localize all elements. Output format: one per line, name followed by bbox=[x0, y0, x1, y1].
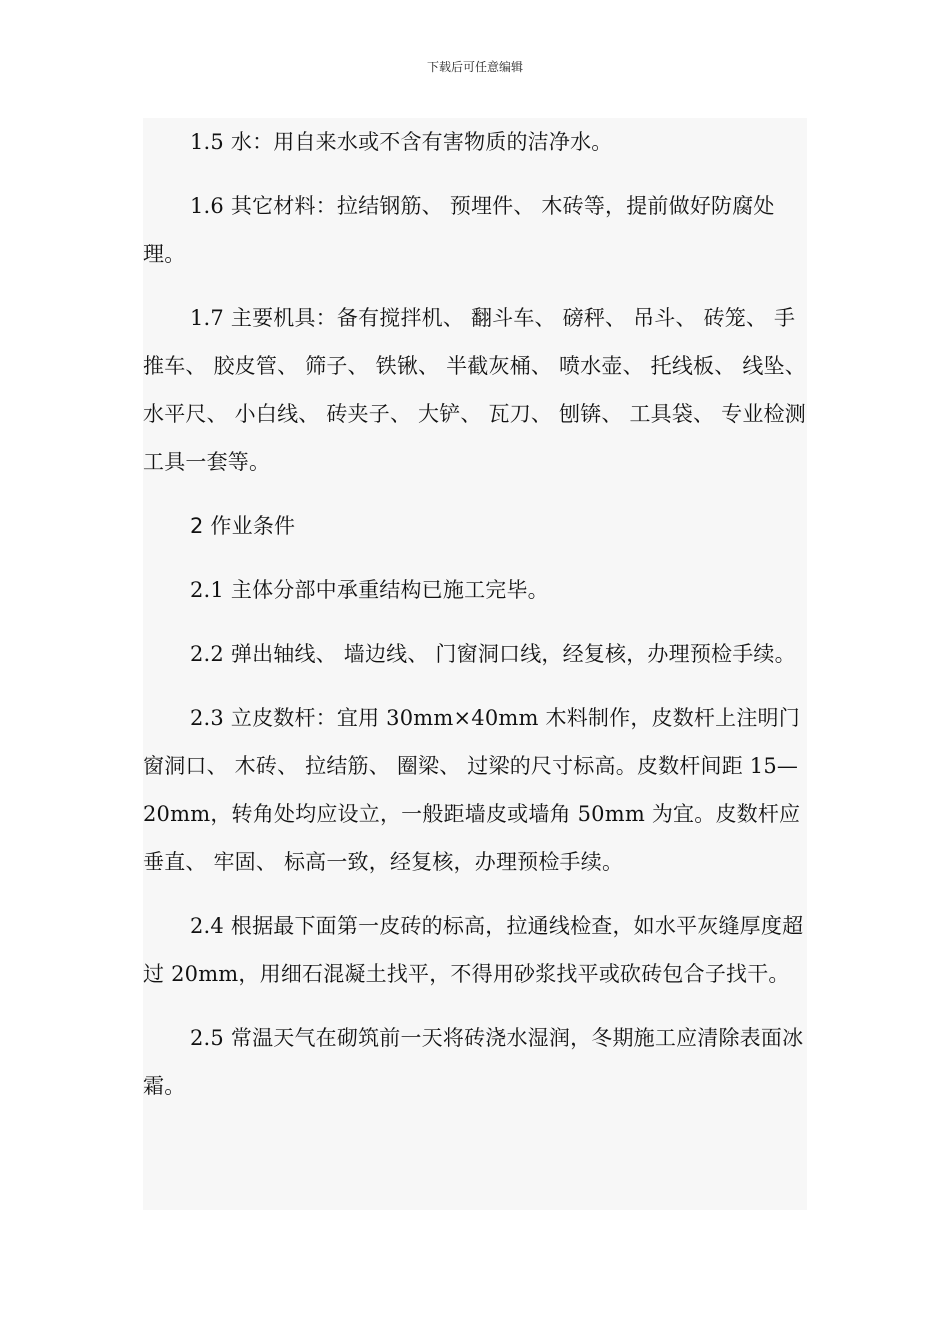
paragraph-2-4: 2.4 根据最下面第一皮砖的标高，拉通线检查，如水平灰缝厚度超过 20mm，用细石混凝土找平，不得用砂浆找平或砍砖包合子找干。 bbox=[143, 914, 804, 986]
paragraph-2-2: 2.2 弹出轴线、 墙边线、 门窗洞口线，经复核，办理预检手续。 bbox=[190, 642, 796, 666]
page-header-note: 下载后可任意编辑 bbox=[426, 60, 523, 74]
paragraph-1-5-water: 1.5 水：用自来水或不含有害物质的洁净水。 bbox=[190, 130, 613, 154]
paragraph-1-6-other-materials: 1.6 其它材料：拉结钢筋、 预埋件、 木砖等，提前做好防腐处理。 bbox=[143, 194, 775, 266]
document-body bbox=[143, 118, 807, 1210]
paragraph-2-5: 2.5 常温天气在砌筑前一天将砖浇水湿润，冬期施工应清除表面冰霜。 bbox=[143, 1026, 804, 1098]
paragraph-2-1: 2.1 主体分部中承重结构已施工完毕。 bbox=[190, 578, 549, 602]
paragraph-1-7-main-tools: 1.7 主要机具：备有搅拌机、 翻斗车、 磅秤、 吊斗、 砖笼、 手推车、 胶皮管、 筛子、 铁锹、 半截灰桶、 喷水壶、 托线板、 线坠、 水平尺、 小白线、 砖夹子、 大铲、 瓦刀、 刨锛、 工具袋、 专业检测工具一套等。 bbox=[143, 306, 806, 474]
paragraph-2-3: 2.3 立皮数杆：宜用 30mm×40mm 木料制作，皮数杆上注明门窗洞口、 木砖、 拉结筋、 圈梁、 过梁的尺寸标高。皮数杆间距 15—20mm，转角处均应设立，一般距墙皮或墙角 50mm 为宜。皮数杆应垂直、 牢固、 标高一致，经复核，办理预检手续。 bbox=[143, 706, 801, 874]
section-heading-2-work-conditions: 2 作业条件 bbox=[190, 514, 296, 538]
